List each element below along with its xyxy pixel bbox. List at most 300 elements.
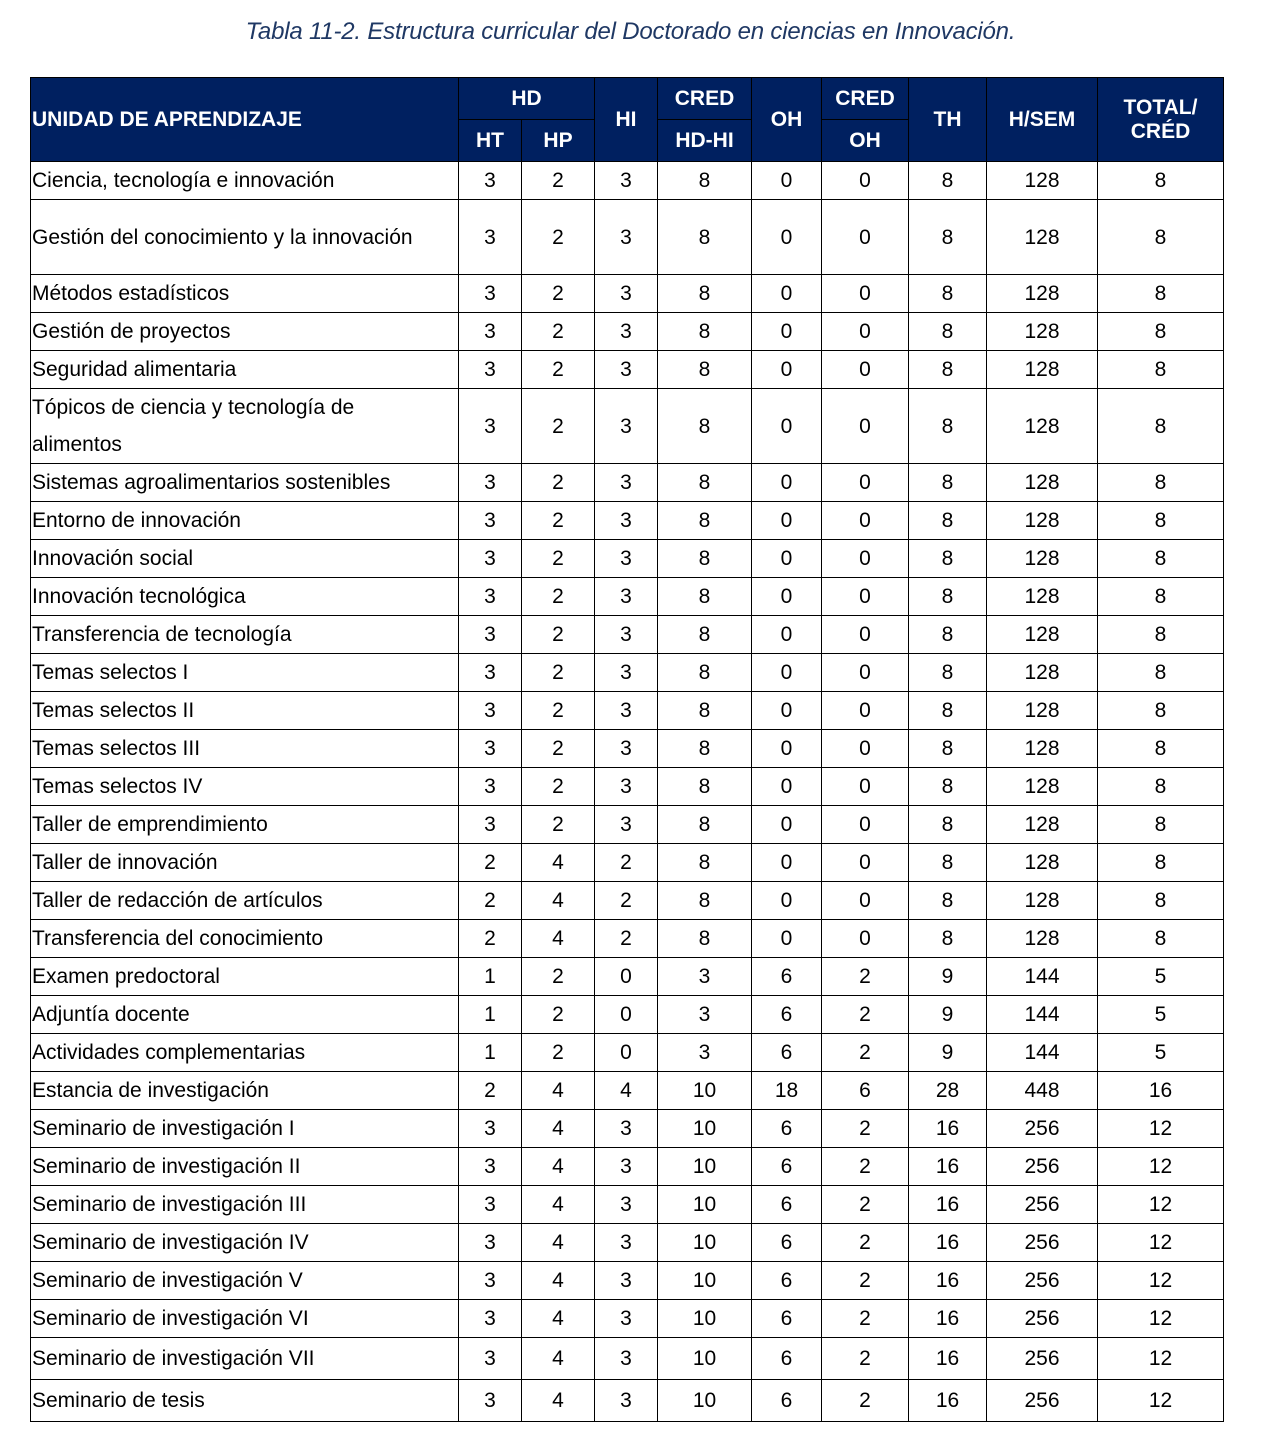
header-th: TH	[909, 78, 987, 162]
cell-hsem: 256	[987, 1380, 1098, 1422]
table-row	[31, 844, 1224, 882]
cell-hi: 3	[595, 806, 658, 844]
cell-name: Estancia de investigación	[31, 1072, 459, 1110]
cell-ht: 1	[459, 1034, 522, 1072]
cell-th: 8	[909, 844, 987, 882]
cell-name: Temas selectos II	[31, 692, 459, 730]
cell-ht: 3	[459, 1300, 522, 1338]
cell-hi: 3	[595, 1186, 658, 1224]
cell-hp: 2	[522, 958, 595, 996]
cell-total: 8	[1098, 730, 1224, 768]
cell-ht: 3	[459, 692, 522, 730]
header-total-top: TOTAL/	[1123, 95, 1198, 119]
cell-hi: 3	[595, 389, 658, 464]
cell-oh: 6	[752, 1148, 822, 1186]
cell-total: 8	[1098, 578, 1224, 616]
cell-name: Gestión del conocimiento y la innovación	[31, 200, 459, 275]
cell-total: 12	[1098, 1186, 1224, 1224]
cell-total: 8	[1098, 200, 1224, 275]
cell-cred-oh: 2	[822, 1110, 909, 1148]
cell-hp: 2	[522, 464, 595, 502]
cell-th: 8	[909, 313, 987, 351]
cell-ht: 3	[459, 616, 522, 654]
cell-cred-oh: 0	[822, 654, 909, 692]
cell-oh: 0	[752, 540, 822, 578]
cell-ht: 2	[459, 882, 522, 920]
cell-cred-hdhi: 8	[658, 806, 752, 844]
cell-name: Seminario de investigación IV	[31, 1224, 459, 1262]
table-body	[31, 162, 1224, 1422]
cell-hsem: 128	[987, 654, 1098, 692]
cell-cred-oh: 0	[822, 578, 909, 616]
table-row	[31, 692, 1224, 730]
cell-hsem: 128	[987, 806, 1098, 844]
cell-oh: 6	[752, 1300, 822, 1338]
cell-name: Seminario de investigación III	[31, 1186, 459, 1224]
table-row	[31, 1262, 1224, 1300]
cell-cred-hdhi: 8	[658, 844, 752, 882]
cell-hi: 3	[595, 351, 658, 389]
cell-oh: 0	[752, 806, 822, 844]
cell-cred-hdhi: 10	[658, 1148, 752, 1186]
cell-cred-oh: 0	[822, 882, 909, 920]
header-ht: HT	[459, 120, 522, 162]
cell-oh: 0	[752, 389, 822, 464]
cell-hp: 2	[522, 313, 595, 351]
cell-cred-hdhi: 8	[658, 768, 752, 806]
cell-hp: 4	[522, 1338, 595, 1380]
cell-name: Seminario de tesis	[31, 1380, 459, 1422]
cell-name: Tópicos de ciencia y tecnología de alimentos	[31, 389, 459, 464]
header-cred-top: CRED	[658, 78, 752, 120]
table-row	[31, 730, 1224, 768]
cell-th: 8	[909, 464, 987, 502]
cell-name: Seminario de investigación II	[31, 1148, 459, 1186]
cell-total: 12	[1098, 1338, 1224, 1380]
cell-hsem: 256	[987, 1338, 1098, 1380]
cell-th: 8	[909, 502, 987, 540]
cell-oh: 0	[752, 730, 822, 768]
cell-hsem: 128	[987, 540, 1098, 578]
header-total	[1098, 78, 1224, 162]
cell-name: Actividades complementarias	[31, 1034, 459, 1072]
cell-name: Ciencia, tecnología e innovación	[31, 162, 459, 200]
cell-ht: 3	[459, 502, 522, 540]
cell-total: 12	[1098, 1224, 1224, 1262]
cell-oh: 0	[752, 200, 822, 275]
cell-hi: 3	[595, 313, 658, 351]
cell-hsem: 128	[987, 882, 1098, 920]
cell-ht: 3	[459, 1338, 522, 1380]
cell-oh: 6	[752, 1110, 822, 1148]
cell-hi: 3	[595, 162, 658, 200]
cell-cred-oh: 2	[822, 1034, 909, 1072]
cell-hp: 2	[522, 502, 595, 540]
header-hsem: H/SEM	[987, 78, 1098, 162]
cell-name: Seminario de investigación V	[31, 1262, 459, 1300]
cell-hp: 2	[522, 996, 595, 1034]
cell-hp: 4	[522, 1110, 595, 1148]
cell-total: 8	[1098, 313, 1224, 351]
cell-cred-hdhi: 8	[658, 920, 752, 958]
cell-hp: 4	[522, 920, 595, 958]
cell-hp: 4	[522, 1300, 595, 1338]
cell-th: 16	[909, 1110, 987, 1148]
cell-cred-hdhi: 8	[658, 578, 752, 616]
cell-cred-hdhi: 10	[658, 1072, 752, 1110]
cell-hi: 3	[595, 502, 658, 540]
cell-hi: 3	[595, 275, 658, 313]
cell-cred-oh: 0	[822, 616, 909, 654]
cell-cred-oh: 0	[822, 275, 909, 313]
cell-hp: 2	[522, 806, 595, 844]
cell-oh: 0	[752, 275, 822, 313]
cell-total: 12	[1098, 1110, 1224, 1148]
cell-total: 12	[1098, 1380, 1224, 1422]
cell-ht: 3	[459, 1224, 522, 1262]
cell-hp: 2	[522, 540, 595, 578]
header-hp: HP	[522, 120, 595, 162]
cell-hsem: 256	[987, 1224, 1098, 1262]
cell-hp: 4	[522, 1224, 595, 1262]
cell-cred-hdhi: 8	[658, 351, 752, 389]
cell-cred-hdhi: 8	[658, 389, 752, 464]
cell-hsem: 128	[987, 351, 1098, 389]
cell-cred-oh: 0	[822, 730, 909, 768]
cell-hi: 3	[595, 1338, 658, 1380]
cell-oh: 0	[752, 351, 822, 389]
table-row	[31, 351, 1224, 389]
cell-cred-oh: 2	[822, 1148, 909, 1186]
cell-cred-hdhi: 8	[658, 464, 752, 502]
cell-total: 8	[1098, 616, 1224, 654]
cell-th: 9	[909, 1034, 987, 1072]
cell-hi: 3	[595, 1380, 658, 1422]
cell-hp: 2	[522, 578, 595, 616]
cell-oh: 0	[752, 654, 822, 692]
header-cred-oh: OH	[822, 120, 909, 162]
cell-cred-oh: 0	[822, 806, 909, 844]
cell-name: Seminario de investigación I	[31, 1110, 459, 1148]
cell-hsem: 128	[987, 464, 1098, 502]
cell-cred-oh: 2	[822, 958, 909, 996]
cell-cred-hdhi: 10	[658, 1186, 752, 1224]
cell-cred-hdhi: 10	[658, 1262, 752, 1300]
cell-hsem: 128	[987, 692, 1098, 730]
cell-total: 8	[1098, 692, 1224, 730]
table-row	[31, 502, 1224, 540]
cell-ht: 3	[459, 730, 522, 768]
cell-hsem: 128	[987, 162, 1098, 200]
cell-oh: 0	[752, 768, 822, 806]
table-caption: Tabla 11-2. Estructura curricular del Doctorado en ciencias en Innovación.	[245, 18, 1016, 45]
cell-total: 8	[1098, 920, 1224, 958]
cell-cred-hdhi: 10	[658, 1380, 752, 1422]
table-row	[31, 1338, 1224, 1380]
cell-cred-hdhi: 3	[658, 1034, 752, 1072]
cell-cred-hdhi: 3	[658, 996, 752, 1034]
cell-th: 16	[909, 1186, 987, 1224]
cell-hp: 4	[522, 882, 595, 920]
cell-name: Temas selectos III	[31, 730, 459, 768]
cell-total: 12	[1098, 1300, 1224, 1338]
cell-th: 8	[909, 162, 987, 200]
cell-th: 8	[909, 616, 987, 654]
cell-ht: 3	[459, 768, 522, 806]
cell-hp: 2	[522, 616, 595, 654]
table-row	[31, 920, 1224, 958]
cell-ht: 3	[459, 1148, 522, 1186]
table-row	[31, 1224, 1224, 1262]
cell-th: 8	[909, 730, 987, 768]
cell-cred-oh: 2	[822, 1262, 909, 1300]
table-row	[31, 275, 1224, 313]
cell-oh: 0	[752, 920, 822, 958]
cell-th: 8	[909, 806, 987, 844]
cell-hi: 3	[595, 1110, 658, 1148]
cell-cred-oh: 0	[822, 692, 909, 730]
table-row	[31, 1110, 1224, 1148]
cell-name: Adjuntía docente	[31, 996, 459, 1034]
cell-hsem: 128	[987, 313, 1098, 351]
cell-oh: 0	[752, 502, 822, 540]
cell-cred-oh: 0	[822, 844, 909, 882]
cell-hi: 2	[595, 920, 658, 958]
cell-total: 12	[1098, 1148, 1224, 1186]
cell-cred-oh: 2	[822, 1380, 909, 1422]
cell-hsem: 448	[987, 1072, 1098, 1110]
table-row	[31, 464, 1224, 502]
table-row	[31, 1186, 1224, 1224]
cell-name: Innovación social	[31, 540, 459, 578]
cell-cred-oh: 2	[822, 1186, 909, 1224]
cell-total: 12	[1098, 1262, 1224, 1300]
cell-cred-oh: 0	[822, 313, 909, 351]
cell-name: Entorno de innovación	[31, 502, 459, 540]
cell-name: Examen predoctoral	[31, 958, 459, 996]
cell-name: Transferencia del conocimiento	[31, 920, 459, 958]
cell-cred-hdhi: 8	[658, 502, 752, 540]
cell-th: 8	[909, 540, 987, 578]
cell-ht: 3	[459, 578, 522, 616]
cell-oh: 0	[752, 313, 822, 351]
cell-oh: 6	[752, 996, 822, 1034]
cell-th: 16	[909, 1300, 987, 1338]
cell-hp: 2	[522, 654, 595, 692]
table-row	[31, 578, 1224, 616]
cell-cred-hdhi: 8	[658, 200, 752, 275]
cell-name: Taller de redacción de artículos	[31, 882, 459, 920]
cell-hp: 2	[522, 730, 595, 768]
cell-oh: 0	[752, 616, 822, 654]
header-oh: OH	[752, 78, 822, 162]
cell-hi: 4	[595, 1072, 658, 1110]
cell-cred-oh: 2	[822, 1300, 909, 1338]
table-row	[31, 313, 1224, 351]
cell-total: 8	[1098, 275, 1224, 313]
cell-cred-oh: 0	[822, 540, 909, 578]
header-hi: HI	[595, 78, 658, 162]
cell-th: 16	[909, 1262, 987, 1300]
header-cred-hdhi: HD-HI	[658, 120, 752, 162]
cell-name: Gestión de proyectos	[31, 313, 459, 351]
cell-ht: 3	[459, 275, 522, 313]
cell-hsem: 144	[987, 996, 1098, 1034]
cell-ht: 3	[459, 1380, 522, 1422]
table-row	[31, 882, 1224, 920]
cell-oh: 6	[752, 1380, 822, 1422]
cell-oh: 6	[752, 1034, 822, 1072]
table-row	[31, 616, 1224, 654]
cell-hi: 3	[595, 464, 658, 502]
cell-hp: 4	[522, 1380, 595, 1422]
cell-hsem: 256	[987, 1300, 1098, 1338]
table-row	[31, 806, 1224, 844]
cell-th: 8	[909, 389, 987, 464]
cell-name: Sistemas agroalimentarios sostenibles	[31, 464, 459, 502]
cell-th: 16	[909, 1380, 987, 1422]
cell-oh: 0	[752, 464, 822, 502]
cell-th: 8	[909, 578, 987, 616]
table-row	[31, 389, 1224, 464]
cell-hi: 3	[595, 200, 658, 275]
cell-name: Seminario de investigación VI	[31, 1300, 459, 1338]
cell-ht: 1	[459, 958, 522, 996]
cell-cred-oh: 0	[822, 389, 909, 464]
cell-cred-oh: 0	[822, 768, 909, 806]
cell-cred-oh: 6	[822, 1072, 909, 1110]
cell-oh: 6	[752, 1262, 822, 1300]
cell-hsem: 128	[987, 389, 1098, 464]
cell-cred-oh: 0	[822, 351, 909, 389]
cell-th: 8	[909, 692, 987, 730]
cell-total: 5	[1098, 996, 1224, 1034]
cell-hi: 0	[595, 958, 658, 996]
cell-cred-oh: 0	[822, 162, 909, 200]
cell-ht: 3	[459, 806, 522, 844]
cell-total: 8	[1098, 540, 1224, 578]
cell-hsem: 128	[987, 200, 1098, 275]
cell-th: 8	[909, 351, 987, 389]
cell-hi: 3	[595, 578, 658, 616]
curriculum-table	[30, 77, 1224, 1422]
cell-hp: 2	[522, 162, 595, 200]
cell-th: 8	[909, 920, 987, 958]
cell-total: 8	[1098, 654, 1224, 692]
cell-cred-oh: 2	[822, 1224, 909, 1262]
cell-hi: 0	[595, 996, 658, 1034]
cell-oh: 0	[752, 578, 822, 616]
cell-cred-oh: 0	[822, 200, 909, 275]
cell-cred-hdhi: 8	[658, 540, 752, 578]
cell-hsem: 128	[987, 502, 1098, 540]
cell-hi: 3	[595, 768, 658, 806]
cell-hi: 3	[595, 616, 658, 654]
table-row	[31, 1072, 1224, 1110]
table-row	[31, 654, 1224, 692]
cell-hi: 3	[595, 1300, 658, 1338]
cell-cred-hdhi: 8	[658, 275, 752, 313]
cell-hsem: 256	[987, 1148, 1098, 1186]
cell-total: 8	[1098, 351, 1224, 389]
cell-cred-hdhi: 8	[658, 654, 752, 692]
cell-th: 16	[909, 1338, 987, 1380]
cell-ht: 3	[459, 162, 522, 200]
cell-name: Taller de emprendimiento	[31, 806, 459, 844]
header-total-bottom: CRÉD	[1130, 119, 1191, 143]
cell-hsem: 128	[987, 730, 1098, 768]
cell-hp: 4	[522, 1072, 595, 1110]
cell-ht: 3	[459, 351, 522, 389]
cell-hp: 2	[522, 275, 595, 313]
table-row	[31, 1380, 1224, 1422]
cell-hi: 3	[595, 692, 658, 730]
cell-th: 28	[909, 1072, 987, 1110]
cell-oh: 6	[752, 958, 822, 996]
cell-ht: 3	[459, 1186, 522, 1224]
cell-total: 8	[1098, 806, 1224, 844]
cell-hsem: 128	[987, 275, 1098, 313]
cell-name: Taller de innovación	[31, 844, 459, 882]
cell-cred-hdhi: 10	[658, 1110, 752, 1148]
cell-ht: 1	[459, 996, 522, 1034]
cell-cred-hdhi: 8	[658, 882, 752, 920]
cell-hp: 2	[522, 1034, 595, 1072]
cell-total: 8	[1098, 844, 1224, 882]
table-row	[31, 1300, 1224, 1338]
cell-ht: 2	[459, 920, 522, 958]
cell-cred-hdhi: 8	[658, 313, 752, 351]
cell-oh: 6	[752, 1186, 822, 1224]
cell-hp: 2	[522, 200, 595, 275]
cell-hi: 3	[595, 1148, 658, 1186]
cell-cred-hdhi: 3	[658, 958, 752, 996]
cell-oh: 0	[752, 692, 822, 730]
cell-hp: 2	[522, 351, 595, 389]
cell-cred-hdhi: 10	[658, 1338, 752, 1380]
cell-th: 8	[909, 654, 987, 692]
cell-hp: 2	[522, 389, 595, 464]
cell-total: 8	[1098, 768, 1224, 806]
cell-hp: 4	[522, 1262, 595, 1300]
table-row	[31, 1034, 1224, 1072]
cell-th: 8	[909, 200, 987, 275]
table-row	[31, 540, 1224, 578]
table-row	[31, 996, 1224, 1034]
cell-total: 8	[1098, 882, 1224, 920]
cell-hi: 3	[595, 654, 658, 692]
cell-oh: 0	[752, 882, 822, 920]
cell-ht: 3	[459, 1110, 522, 1148]
cell-cred-hdhi: 8	[658, 162, 752, 200]
cell-total: 5	[1098, 958, 1224, 996]
header-cred-oh-top: CRED	[822, 78, 909, 120]
cell-th: 8	[909, 768, 987, 806]
cell-ht: 3	[459, 654, 522, 692]
cell-ht: 3	[459, 389, 522, 464]
header-unidad: UNIDAD DE APRENDIZAJE	[31, 78, 459, 162]
cell-ht: 3	[459, 540, 522, 578]
cell-cred-oh: 2	[822, 996, 909, 1034]
table-row	[31, 1148, 1224, 1186]
cell-th: 16	[909, 1148, 987, 1186]
cell-total: 8	[1098, 389, 1224, 464]
cell-hsem: 144	[987, 1034, 1098, 1072]
header-hd: HD	[459, 78, 595, 120]
cell-th: 9	[909, 958, 987, 996]
cell-total: 8	[1098, 162, 1224, 200]
cell-name: Seguridad alimentaria	[31, 351, 459, 389]
